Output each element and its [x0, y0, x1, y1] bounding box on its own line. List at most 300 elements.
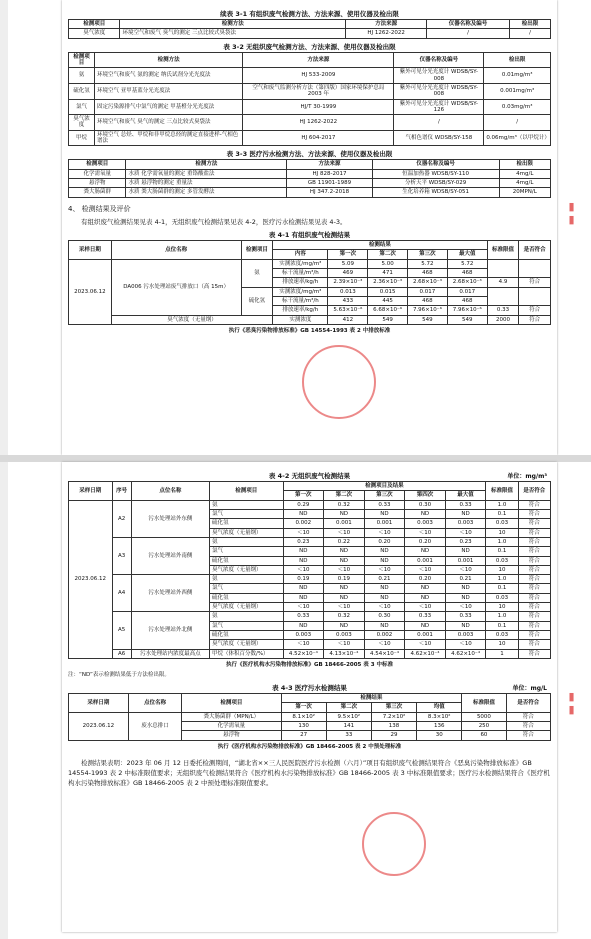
table-cell: ND [405, 509, 446, 518]
table-4-2-unit: 单位：mg/m³ [507, 473, 547, 480]
column-header: 第三次 [371, 703, 416, 712]
column-header: 检测项目 [69, 160, 126, 169]
table-cell: 0.001 [324, 519, 365, 528]
table-cell: 468 [408, 296, 448, 305]
table-cell: 2.68×10⁻³ [447, 278, 487, 287]
item-name: 氨 [241, 259, 273, 287]
table-cell: 符合 [506, 712, 550, 721]
table-cell: 0.19 [324, 575, 365, 584]
table-cell: 4.62×10⁻⁴ [405, 649, 446, 658]
table-cell: 符合 [518, 612, 550, 621]
table-cell: 130 [281, 721, 326, 730]
column-header: 仪器名称及编号 [372, 160, 499, 169]
table-row [69, 500, 551, 509]
table-cell: 符合 [519, 306, 551, 315]
table-cell: 7.96×10⁻⁶ [447, 306, 487, 315]
side-seal-mark: ▮▮ [565, 200, 578, 226]
table-cell: 环境空气 亚甲基蓝分光光度法 [94, 83, 242, 99]
table-cell: 10 [486, 640, 518, 649]
table-cell: 4.52×10⁻⁴ [283, 649, 324, 658]
table-cell: ND [364, 593, 405, 602]
table-cell: ND [405, 621, 446, 630]
table-cell: HJ 1262-2022 [243, 115, 394, 131]
table-cell: ＜10 [324, 640, 365, 649]
column-header: 第三次 [408, 250, 448, 259]
table-cell: 2.36×10⁻³ [368, 278, 408, 287]
column-header: 采样日期 [69, 693, 129, 712]
table-3-3-title: 表 3-3 医疗污水检测方法、方法来源、使用仪器及检出限 [226, 150, 393, 159]
table-cell: 氨 [209, 537, 283, 546]
table-cell: HJ 604-2017 [243, 130, 394, 146]
table-cell: 1.0 [486, 537, 518, 546]
column-header: 检出限 [484, 52, 551, 68]
table-cell: 0.002 [364, 631, 405, 640]
table-cell: 符合 [519, 315, 551, 324]
column-header: 是否符合 [519, 241, 551, 260]
table-cell: 2000 [487, 315, 519, 324]
table-cell: ND [324, 556, 365, 565]
table-row [69, 52, 551, 68]
table-cell: 412 [328, 315, 368, 324]
column-header: 第一次 [283, 491, 324, 500]
table-row [69, 259, 551, 268]
column-header: 标准限值 [487, 241, 519, 260]
table-cell: ND [405, 593, 446, 602]
column-header: 第三次 [364, 491, 405, 500]
table-3-2-title: 表 3-2 无组织废气检测方法、方法来源、使用仪器及检出限 [223, 42, 396, 51]
table-cell: 标干流量/m³/h [273, 296, 328, 305]
table-cell: ND [324, 547, 365, 556]
table-cell: ND [324, 621, 365, 630]
table-cell: 氯气 [209, 584, 283, 593]
table-cell: 紫外可见分光光度计 WDSB/SY-126 [394, 99, 484, 115]
nd-footnote: 注：“ND”表示检测结果低于方法检出限。 [68, 671, 170, 678]
table-cell: 实测浓度 [273, 315, 328, 324]
table-row [69, 482, 551, 491]
table-cell: 5.72 [408, 259, 448, 268]
table-3-3 [68, 159, 551, 197]
table-cell: 臭气浓度（无量纲） [209, 603, 283, 612]
sample-date: 2023.06.12 [69, 500, 113, 658]
table-cell: 138 [371, 721, 416, 730]
table-cell: 恒温加热器 WDSB/SY-110 [372, 169, 499, 178]
table-cell: 符合 [518, 603, 550, 612]
table-3-1 [68, 19, 551, 39]
column-header: 采样日期 [69, 482, 113, 501]
table-cell: 1.0 [486, 575, 518, 584]
column-header: 检测方法 [120, 20, 346, 29]
table-cell: 7.2×10² [371, 712, 416, 721]
point-name: DA006 污水处理站废气排放口（高 15m） [111, 259, 241, 315]
table-row [69, 241, 551, 250]
table-cell: 分析天平 WDSB/SY-029 [372, 179, 499, 188]
column-header: 内容 [273, 250, 328, 259]
table-cell: 4.9 [487, 278, 519, 287]
table-row [69, 315, 551, 324]
table-cell: 符合 [518, 575, 550, 584]
page-gap [0, 455, 591, 462]
table-cell: 5.72 [447, 259, 487, 268]
column-header: 仪器名称及编号 [427, 20, 510, 29]
table-cell: 臭气浓度（无量纲） [209, 565, 283, 574]
table-row [69, 575, 551, 584]
table-cell: 化学需氧量 [69, 169, 126, 178]
table-row [69, 20, 551, 29]
point-no: A2 [112, 500, 131, 537]
table-cell: 8.1×10² [281, 712, 326, 721]
table-cell: 臭气浓度 [69, 29, 120, 38]
table-row [69, 649, 551, 658]
table-cell: 硫化氢 [209, 593, 283, 602]
table-cell: 臭气浓度（无量纲） [209, 640, 283, 649]
red-seal-stamp [362, 812, 426, 876]
table-cell: 符合 [519, 278, 551, 287]
table-cell: 水质 化学需氧量的测定 重铬酸盐法 [126, 169, 287, 178]
item-name: 硫化氢 [241, 287, 273, 315]
table-cell: 0.1 [486, 547, 518, 556]
table-cell: ＜10 [283, 565, 324, 574]
table-cell: 符合 [518, 565, 550, 574]
table-cell: ND [445, 509, 486, 518]
table-cell: 甲烷 [69, 130, 95, 146]
table-cell: 0.001 [445, 556, 486, 565]
table-cell: 氯气 [209, 547, 283, 556]
point-no: A4 [112, 575, 131, 612]
table-cell: 9.5×10² [326, 712, 371, 721]
table-cell: / [509, 29, 550, 38]
table-cell: 排放速率/kg/h [273, 278, 328, 287]
table-cell: 141 [326, 721, 371, 730]
table-cell: ＜10 [324, 603, 365, 612]
table-cell: 硫化氢 [209, 556, 283, 565]
table-cell: ND [445, 621, 486, 630]
column-header: 是否符合 [518, 482, 550, 501]
table-cell: 0.013 [328, 287, 368, 296]
table-cell: ND [283, 547, 324, 556]
table-cell: 硫化氢 [209, 519, 283, 528]
table-cell: 0.001 [405, 556, 446, 565]
table-cell: 0.23 [445, 537, 486, 546]
table-cell: 0.003 [445, 631, 486, 640]
column-header: 检测项目 [69, 52, 95, 68]
table-cell: 符合 [518, 556, 550, 565]
table-cell: 氯气 [209, 509, 283, 518]
table-cell: ND [324, 509, 365, 518]
table-cell: ＜10 [445, 640, 486, 649]
column-header: 检出限 [499, 160, 550, 169]
table-cell: 氨 [69, 68, 95, 84]
point-no: A3 [112, 537, 131, 574]
table-cell: 0.003 [324, 631, 365, 640]
table-cell: 0.33 [487, 306, 519, 315]
table-cell: 27 [281, 731, 326, 740]
table-cell: 0.002 [283, 519, 324, 528]
point-name: 污水处理站外东侧 [131, 500, 209, 537]
table-cell: 0.001 [364, 519, 405, 528]
table-cell: ND [324, 593, 365, 602]
table-cell: 符合 [518, 528, 550, 537]
table-cell: ND [283, 509, 324, 518]
table-cell: 0.003 [445, 519, 486, 528]
table-cell: 甲烷（体积百分数/%） [209, 649, 283, 658]
table-cell: 标干流量/m³/h [273, 268, 328, 277]
table-cell: 环境空气和废气 氨的测定 纳氏试剂分光光度法 [94, 68, 242, 84]
point-no: A5 [112, 612, 131, 649]
page-2 [62, 462, 557, 932]
table-cell: 0.03mg/m³ [484, 99, 551, 115]
column-header: 第二次 [368, 250, 408, 259]
table-cell: 1.0 [486, 612, 518, 621]
table-cell: 0.015 [368, 287, 408, 296]
table-cell [519, 287, 551, 306]
table-cell: 0.19 [283, 575, 324, 584]
table-cell: 0.1 [486, 509, 518, 518]
table-cell: ND [445, 547, 486, 556]
column-header: 检测项目及结果 [283, 482, 486, 491]
column-header: 方法来源 [243, 52, 394, 68]
table-cell: / [427, 29, 510, 38]
table-cell: 4mg/L [499, 179, 550, 188]
table-row [69, 179, 551, 188]
table-cell: 10 [486, 528, 518, 537]
table-cell: 臭气浓度（无量纲） [209, 528, 283, 537]
table-cell: ＜10 [405, 528, 446, 537]
column-header: 检测方法 [94, 52, 242, 68]
viewer-left-bar [0, 0, 8, 939]
table-cell: 549 [447, 315, 487, 324]
table-cell: 0.001mg/m³ [484, 83, 551, 99]
table-cell: ND [445, 593, 486, 602]
table-cell: 60 [462, 731, 506, 740]
table-cell: 符合 [518, 519, 550, 528]
table-cell: 2.39×10⁻³ [328, 278, 368, 287]
table-cell: 0.30 [405, 500, 446, 509]
table-cell: 469 [328, 268, 368, 277]
table-4-2-title: 表 4-2 无组织废气检测结果 [268, 472, 351, 480]
table-cell: 氯气 [209, 621, 283, 630]
table-cell: 粪大肠菌群（MPN/L） [182, 712, 281, 721]
table-cell: 10 [486, 565, 518, 574]
table-cell: 气相色谱仪 WDSB/SY-158 [394, 130, 484, 146]
table-cell: 0.23 [283, 537, 324, 546]
table-cell: 符合 [518, 547, 550, 556]
column-header: 点位名称 [131, 482, 209, 501]
page-1 [62, 0, 557, 455]
table-cell: 0.03 [486, 593, 518, 602]
table-cell: 136 [417, 721, 462, 730]
table-cell: 0.001 [405, 631, 446, 640]
table-cell: ND [364, 621, 405, 630]
table-cell: 445 [368, 296, 408, 305]
table-cell: 氨 [209, 500, 283, 509]
table-cell: 0.20 [364, 537, 405, 546]
point-no: A6 [112, 649, 131, 658]
table-cell: 5.09 [328, 259, 368, 268]
table-cell: 符合 [518, 593, 550, 602]
table-cell: ＜10 [283, 640, 324, 649]
table-cell: 0.1 [486, 584, 518, 593]
table-cell: ND [405, 584, 446, 593]
table-cell: ND [324, 584, 365, 593]
table-cell: 29 [371, 731, 416, 740]
table-cell: HJ 533-2009 [243, 68, 394, 84]
table-cell: 环境空气和废气 臭气的测定 三点比较式臭袋法 [120, 29, 346, 38]
column-header: 检测结果 [281, 693, 462, 702]
table-cell: 0.22 [324, 537, 365, 546]
column-header: 最大值 [447, 250, 487, 259]
table-cell: 氨 [209, 612, 283, 621]
table-row [69, 29, 551, 38]
table-cell: 符合 [518, 621, 550, 630]
table-cell: ND [283, 621, 324, 630]
column-header: 第二次 [326, 703, 371, 712]
table-cell: 33 [326, 731, 371, 740]
point-name: 污水处理站内浓度最高点 [131, 649, 209, 658]
table-cell: 符合 [518, 509, 550, 518]
table-cell: 符合 [506, 731, 550, 740]
item-name: 臭气浓度（无量纲） [111, 315, 272, 324]
table-cell: 0.01mg/m³ [484, 68, 551, 84]
table-cell: ＜10 [405, 565, 446, 574]
column-header: 检测项目 [209, 482, 283, 501]
column-header: 点位名称 [128, 693, 181, 712]
table-cell: 氨 [209, 575, 283, 584]
table-cell: 6.68×10⁻⁶ [368, 306, 408, 315]
table-cell: 水质 悬浮物的测定 重量法 [126, 179, 287, 188]
table-cell: 30 [417, 731, 462, 740]
table-cell: 549 [408, 315, 448, 324]
table-cell: 紫外可见分光光度计 WDSB/SY-008 [394, 68, 484, 84]
table-cell: 生化培养箱 WDSB/SY-051 [372, 188, 499, 197]
table-row [69, 115, 551, 131]
table-cell: 4.13×10⁻⁴ [324, 649, 365, 658]
table-4-2 [68, 481, 551, 659]
table-cell: ＜10 [283, 603, 324, 612]
table-4-1-title: 表 4-1 有组织废气检测结果 [268, 231, 351, 240]
table-cell: 0.03 [486, 556, 518, 565]
table-cell: ＜10 [445, 565, 486, 574]
table-cell: ND [364, 509, 405, 518]
side-seal-mark: ▮▮ [565, 690, 578, 716]
table-cell: 4mg/L [499, 169, 550, 178]
column-header: 是否符合 [506, 693, 550, 712]
table-4-3-title: 表 4-3 医疗污水检测结果 [272, 683, 347, 692]
table-cell: / [484, 115, 551, 131]
column-header: 第一次 [281, 703, 326, 712]
section-heading: 4、 检测结果及评价 [68, 204, 131, 213]
table-cell: ＜10 [364, 603, 405, 612]
table-4-1 [68, 240, 551, 325]
table-row [69, 130, 551, 146]
table-cell: 0.06mg/m³（以甲烷计） [484, 130, 551, 146]
column-header: 仪器名称及编号 [394, 52, 484, 68]
table-cell: 0.33 [445, 500, 486, 509]
table-cell: ND [364, 547, 405, 556]
table-cell [519, 259, 551, 278]
table-4-1-note: 执行《恶臭污染物排放标准》GB 14554-1993 表 2 中排放标准 [228, 327, 391, 334]
table-cell: HJ 828-2017 [287, 169, 372, 178]
table-cell: ＜10 [283, 528, 324, 537]
table-cell: ND [445, 584, 486, 593]
table-cell: ND [283, 593, 324, 602]
table-4-3 [68, 693, 551, 741]
column-header: 第四次 [405, 491, 446, 500]
table-cell: 0.20 [405, 575, 446, 584]
table-cell: 1 [486, 649, 518, 658]
column-header: 检测项目 [69, 20, 120, 29]
table-row [69, 712, 551, 721]
table-cell: 氯气 [69, 99, 95, 115]
column-header: 采样日期 [69, 241, 112, 260]
table-cell: 7.96×10⁻⁶ [408, 306, 448, 315]
table-cell: ND [283, 584, 324, 593]
table-cell: 臭气浓度 [69, 115, 95, 131]
table-cell: ND [405, 547, 446, 556]
table-cell: ND [283, 556, 324, 565]
table-row [69, 83, 551, 99]
table-cell: 5.63×10⁻⁶ [328, 306, 368, 315]
table-cell: ＜10 [324, 565, 365, 574]
table-cell: 环境空气和废气 臭气的测定 三点比较式臭袋法 [94, 115, 242, 131]
table-row [69, 169, 551, 178]
table-cell: 0.003 [283, 631, 324, 640]
sample-date: 2023.06.12 [69, 259, 112, 324]
table-cell: 符合 [518, 584, 550, 593]
column-header: 检出限 [509, 20, 550, 29]
table-cell: 悬浮物 [182, 731, 281, 740]
table-cell: 排放速率/kg/h [273, 306, 328, 315]
table-row [69, 160, 551, 169]
table-cell: ND [364, 584, 405, 593]
table-cell: ＜10 [405, 640, 446, 649]
table-row [69, 68, 551, 84]
table-cell: 实测浓度/mg/m³ [273, 259, 328, 268]
point-name: 污水处理站外北侧 [131, 612, 209, 649]
table-row [69, 99, 551, 115]
table-cell: 0.20 [405, 537, 446, 546]
table-cell: 468 [447, 268, 487, 277]
table-cell: 2.68×10⁻³ [408, 278, 448, 287]
column-header: 序号 [112, 482, 131, 501]
table-cell: 0.21 [364, 575, 405, 584]
point-name: 废水总排口 [128, 712, 181, 740]
table-cell: 0.21 [445, 575, 486, 584]
table-cell: HJ/T 30-1999 [243, 99, 394, 115]
sample-date: 2023.06.12 [69, 712, 129, 740]
table-cell: 0.30 [364, 612, 405, 621]
table-cell: 硫化氢 [69, 83, 95, 99]
table-cell: 433 [328, 296, 368, 305]
table-cell: HJ 347.2-2018 [287, 188, 372, 197]
table-3-2 [68, 52, 551, 147]
column-header: 点位名称 [111, 241, 241, 260]
table-cell [487, 259, 519, 278]
table-cell: GB 11901-1989 [287, 179, 372, 188]
table-cell: ＜10 [445, 603, 486, 612]
column-header: 最大值 [445, 491, 486, 500]
table-cell: 0.33 [364, 500, 405, 509]
column-header: 方法来源 [346, 20, 427, 29]
table-cell: 粪大肠菌群 [69, 188, 126, 197]
table-cell: 5000 [462, 712, 506, 721]
table-cell: 20MPN/L [499, 188, 550, 197]
table-cell: 实测浓度/mg/m³ [273, 287, 328, 296]
table-cell: 水质 粪大肠菌群的测定 多管发酵法 [126, 188, 287, 197]
table-cell: 0.29 [283, 500, 324, 509]
table-cell: 硫化氢 [209, 631, 283, 640]
table-cell: 0.003 [405, 519, 446, 528]
table-cell: 5.00 [368, 259, 408, 268]
